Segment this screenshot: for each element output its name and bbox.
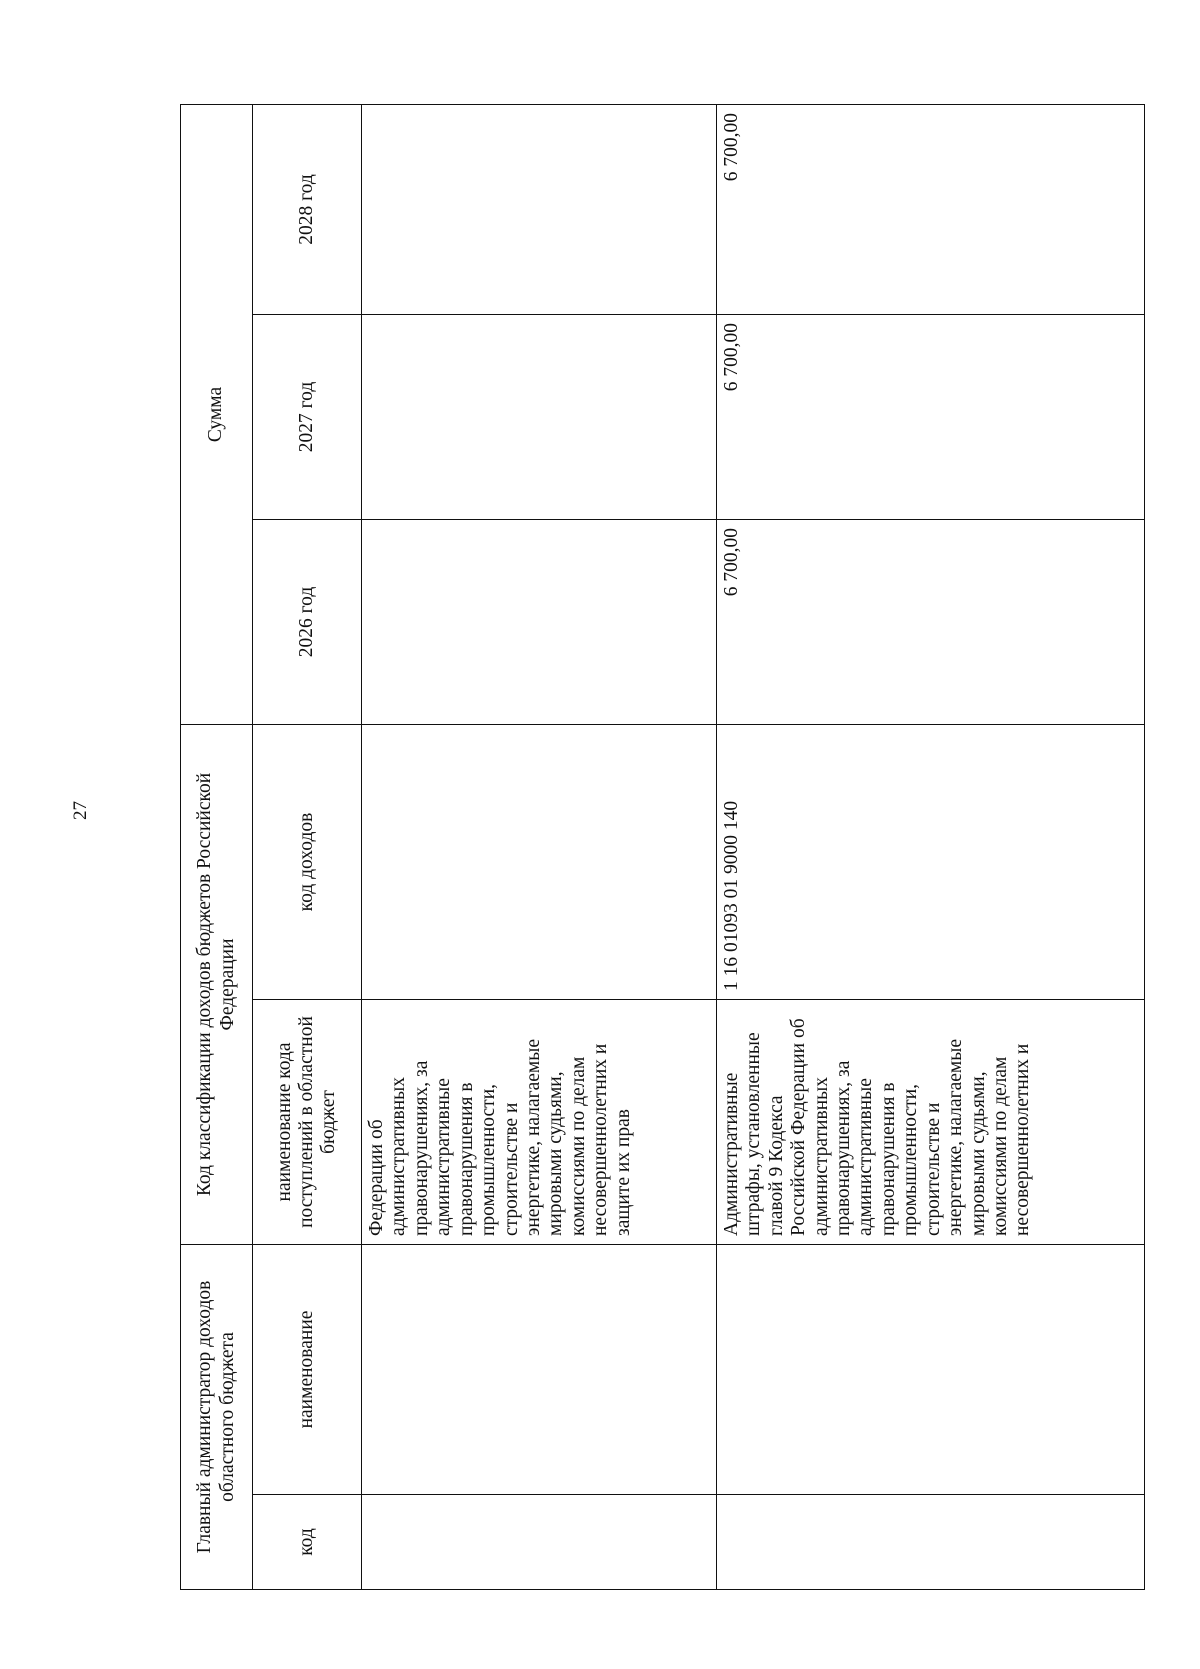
col-income-code: код доходов [253, 725, 362, 1000]
cell-2027: 6 700,00 [716, 315, 1144, 520]
header-admin: Главный администратор доходов областного бюджета [181, 1245, 253, 1590]
header-row-2 [253, 104, 362, 1589]
header-row-1 [181, 104, 253, 1589]
cell-code [716, 1495, 1144, 1590]
cell-name [716, 1245, 1144, 1495]
col-name: наименование [253, 1245, 362, 1495]
header-sum: Сумма [181, 104, 253, 724]
cell-income-code: 1 16 01093 01 9000 140 [716, 725, 1144, 1000]
cell-2028: 6 700,00 [716, 104, 1144, 314]
col-2026: 2026 год [253, 520, 362, 725]
table-row [362, 104, 717, 1589]
col-2028: 2028 год [253, 104, 362, 314]
cell-income-code [362, 725, 717, 1000]
cell-income-name: Административные штрафы, установленные главой 9 Кодекса Российской Федерации об административных правонарушениях, за административные правонарушения в промышленности, строительстве и энергетике, налагаемые мировыми судьями, комиссиями по делам несовершеннолетних и [716, 1000, 1144, 1245]
cell-2027 [362, 315, 717, 520]
col-2027: 2027 год [253, 315, 362, 520]
budget-revenue-table [180, 104, 1145, 1590]
table-row [716, 104, 1144, 1589]
cell-2026: 6 700,00 [716, 520, 1144, 725]
header-code-classification: Код классификации доходов бюджетов Российской Федерации [181, 725, 253, 1245]
col-income-name: наименование кода поступлений в областной бюджет [253, 1000, 362, 1245]
cell-name [362, 1245, 717, 1495]
cell-code [362, 1495, 717, 1590]
budget-table-container [180, 105, 1145, 1590]
cell-2028 [362, 104, 717, 314]
page-number: 27 [70, 801, 91, 820]
cell-2026 [362, 520, 717, 725]
col-code: код [253, 1495, 362, 1590]
cell-income-name: Федерации об административных правонарушениях, за административные правонарушения в промышленности, строительстве и энергетике, налагаемые мировыми судьями, комиссиями по делам несовершеннолетних и защите их прав [362, 1000, 717, 1245]
